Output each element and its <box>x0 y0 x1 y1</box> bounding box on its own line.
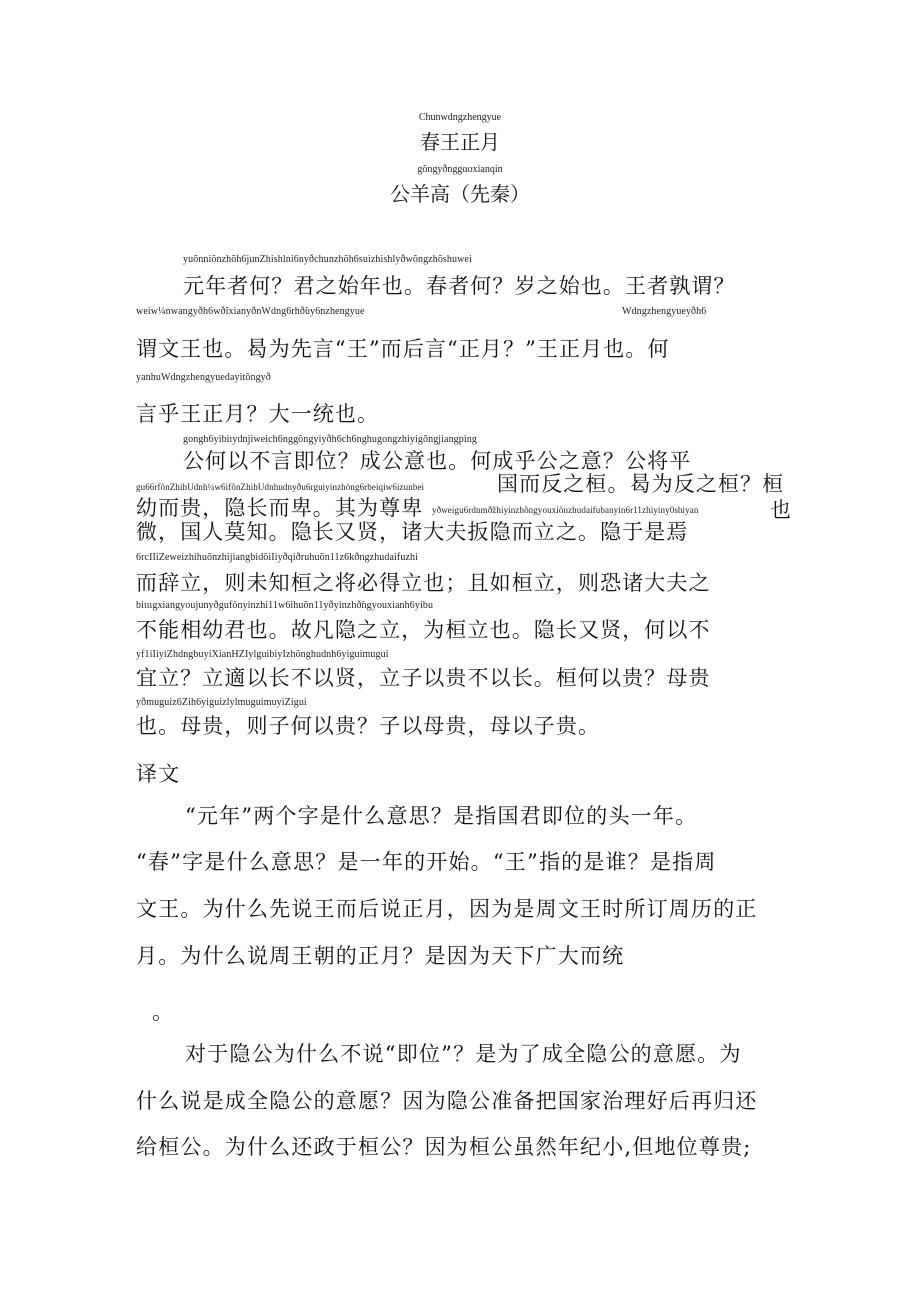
translation-line: 给桓公。为什么还政于桓公？因为桓公虽然年纪小,但地位尊贵; <box>136 1135 752 1159</box>
source-line: 谓文王也。曷为先言“王”而后言“正月？”王正月也。何 <box>136 337 670 361</box>
pinyin-line: yðmuguiz6Zih6yiguizlylmuguimuyiZigui <box>136 697 307 708</box>
source-line: 不能相幼君也。故凡隐之立，为桓立也。隐长又贤，何以不 <box>136 618 711 642</box>
translation-line: 对于隐公为什么不说“即位”？是为了成全隐公的意愿。为 <box>185 1042 742 1066</box>
translation-heading: 译文 <box>136 762 181 786</box>
source-line: 言乎王正月？大一统也。 <box>136 402 380 426</box>
title-pinyin: Chunwdngzhengyue <box>418 112 502 123</box>
source-line: 国而反之桓。曷为反之桓？桓 <box>497 472 785 496</box>
translation-line: “春”字是什么意思？是一年的开始。“王”指的是谁？是指周 <box>136 850 717 874</box>
pinyin-line: biιιιgxiangyoujunyðgufõnyinzhi11w6ihuõn11yðyinzhð̃ngyouxianh6yibu <box>136 600 434 611</box>
pinyin-line: gongh6yibiιydnjiweich6nggõngyiyðh6ch6nghugongzhiyigõngjiangping <box>183 434 477 445</box>
source-line: 宜立？立適以长不以贤，立子以贵不以长。桓何以贵？母贵 <box>136 666 711 690</box>
source-line: 元年者何？君之始年也。春者何？岁之始也。王者孰谓？ <box>183 274 736 298</box>
source-line: 公何以不言即位？成公意也。何成乎公之意？公将平 <box>183 449 692 473</box>
pinyin-line: gu66rfõnZhihUdnh¼w6ifõnZhihUdnhudnyðu6rguiyinzhõng6rbeiqiw6izunbei <box>136 482 425 492</box>
page-title: 春王正月 <box>420 130 500 154</box>
pinyin-line: yanhuWdngzhengyuedayitõngyð <box>136 372 271 383</box>
source-line: 幼而贵，隐长而卑。其为尊卑 <box>136 496 424 520</box>
source-line: 微，国人莫知。隐长又贤，诸大夫扳隐而立之。隐于是焉 <box>136 520 689 544</box>
translation-line: 文王。为什么先说王而后说正月，因为是周文王时所订周历的正 <box>136 897 758 921</box>
pinyin-line: Wdngzhengyueyðh6 <box>622 306 707 317</box>
source-line: 而辞立，则未知桓之将必得立也；且如桓立，则恐诸大夫之 <box>136 571 711 595</box>
stray-punctuation: 。 <box>152 1000 175 1024</box>
translation-line: “元年”两个字是什么意思？是指国君即位的头一年。 <box>185 804 698 828</box>
translation-line: 月。为什么说周王朝的正月？是因为天下广大而统 <box>136 944 625 968</box>
source-line: 也。母贵，则子何以贵？子以母贵，母以子贵。 <box>136 714 601 738</box>
author-pinyin: gõngyðnggαoxianqin <box>417 164 503 175</box>
pinyin-line: yuõnniõnzhõh6junZhishlni6nyðchunzhõh6suizhishlyðwõngzhõshuwei <box>183 254 472 265</box>
author-line: 公羊高（先秦） <box>390 182 530 206</box>
translation-line: 什么说是成全隐公的意愿？因为隐公准备把国家治理好后再归还 <box>136 1089 758 1113</box>
pinyin-line: yðweigu6rdnmð̃zhiyinzhõngyouxiõnzhudaifubanyin6r11zhiyiny0shiyan <box>432 505 699 515</box>
pinyin-line: yf1iIiyiZhdngbuyiXianHZIylguibiyIzhõnghudnh6yiguimugui <box>136 649 389 660</box>
pinyin-line: 6rcIIiZeweizhihuõnzhijiangbidõiIiyðqiðruhuõn11z6kðngzhudaifuzhi <box>136 552 418 563</box>
pinyin-line: weiw¼nwangyðh6wð̃ixianyðnWdng6rhð̃uy6nzhengyue <box>136 306 365 317</box>
source-line: 也 <box>770 498 793 522</box>
